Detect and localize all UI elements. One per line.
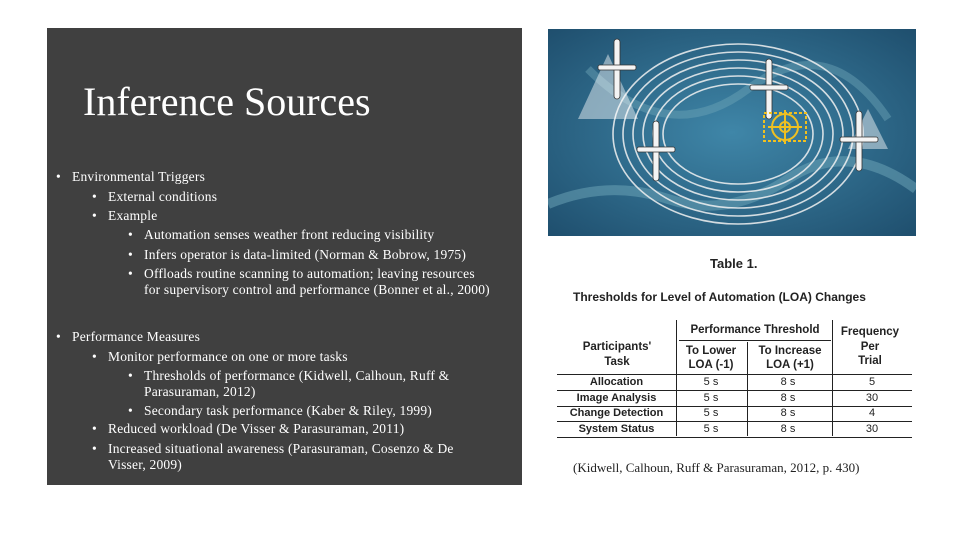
bullet-offloads-continuation: for supervisory control and performance (Bonner et al., 2000) xyxy=(144,282,490,297)
cell-task: Image Analysis xyxy=(576,392,657,404)
cell-increase: 8 s xyxy=(780,376,796,388)
cell-task: System Status xyxy=(578,423,655,435)
slide-title: Inference Sources xyxy=(83,79,371,124)
header-increase-line1: To Increase xyxy=(758,345,822,357)
header-frequency-line1: Frequency xyxy=(840,326,900,338)
bullet-thresholds-continuation: Parasuraman, 2012) xyxy=(144,384,256,399)
cell-increase: 8 s xyxy=(780,423,796,435)
bullet-offloads-scanning: • Offloads routine scanning to automation; leaving resources xyxy=(128,266,475,281)
bullet-reduced-workload: • Reduced workload (De Visser & Parasuraman, 2011) xyxy=(92,421,405,436)
table-title: Thresholds for Level of Automation (LOA) Changes xyxy=(573,290,866,304)
cell-lower: 5 s xyxy=(703,376,719,388)
header-lower-line1: To Lower xyxy=(685,345,737,357)
cell-frequency: 4 xyxy=(868,407,876,419)
cell-task: Change Detection xyxy=(569,407,664,419)
bullet-performance-measures: • Performance Measures xyxy=(56,329,201,344)
table-citation: (Kidwell, Calhoun, Ruff & Parasuraman, 2012, p. 430) xyxy=(573,460,860,475)
uav-illustration-graphic xyxy=(548,29,916,236)
cell-frequency: 30 xyxy=(865,423,879,435)
bullet-environmental-triggers: • Environmental Triggers xyxy=(56,169,206,184)
bullet-example: • Example xyxy=(92,208,158,223)
bullet-situational-awareness: • Increased situational awareness (Parasuraman, Cosenzo & De xyxy=(92,441,454,456)
table-row xyxy=(557,406,912,422)
cell-frequency: 30 xyxy=(865,392,879,404)
bullet-secondary-task: • Secondary task performance (Kaber & Riley, 1999) xyxy=(128,403,432,418)
header-frequency-line2: Per xyxy=(860,341,880,353)
bullet-situational-awareness-continuation: Visser, 2009) xyxy=(108,457,182,472)
header-lower-line2: LOA (-1) xyxy=(688,359,734,371)
header-task-line2: Task xyxy=(604,356,630,368)
bullet-infers-operator: • Infers operator is data-limited (Norman & Bobrow, 1975) xyxy=(128,247,467,262)
cell-lower: 5 s xyxy=(703,407,719,419)
bullet-monitor-performance: • Monitor performance on one or more tasks xyxy=(92,349,348,364)
header-frequency-line3: Trial xyxy=(858,355,882,367)
bullet-external-conditions: • External conditions xyxy=(92,189,218,204)
header-task-line1: Participants' xyxy=(582,341,652,353)
header-performance-threshold: Performance Threshold xyxy=(690,324,820,336)
table-row xyxy=(557,422,912,438)
cell-increase: 8 s xyxy=(780,392,796,404)
header-increase-line2: LOA (+1) xyxy=(766,359,814,371)
table-row xyxy=(557,375,912,391)
cell-lower: 5 s xyxy=(703,423,719,435)
cell-task: Allocation xyxy=(589,376,644,388)
cell-lower: 5 s xyxy=(703,392,719,404)
cell-increase: 8 s xyxy=(780,407,796,419)
table-label: Table 1. xyxy=(710,256,758,271)
bullet-thresholds: • Thresholds of performance (Kidwell, Calhoun, Ruff & xyxy=(128,368,450,383)
table-row xyxy=(557,391,912,407)
cell-frequency: 5 xyxy=(868,376,876,388)
uav-illustration xyxy=(548,29,916,236)
table-rule-bottom xyxy=(557,437,912,438)
table-rule-threshold xyxy=(679,340,831,341)
bullet-automation-senses: • Automation senses weather front reducing visibility xyxy=(128,227,435,242)
